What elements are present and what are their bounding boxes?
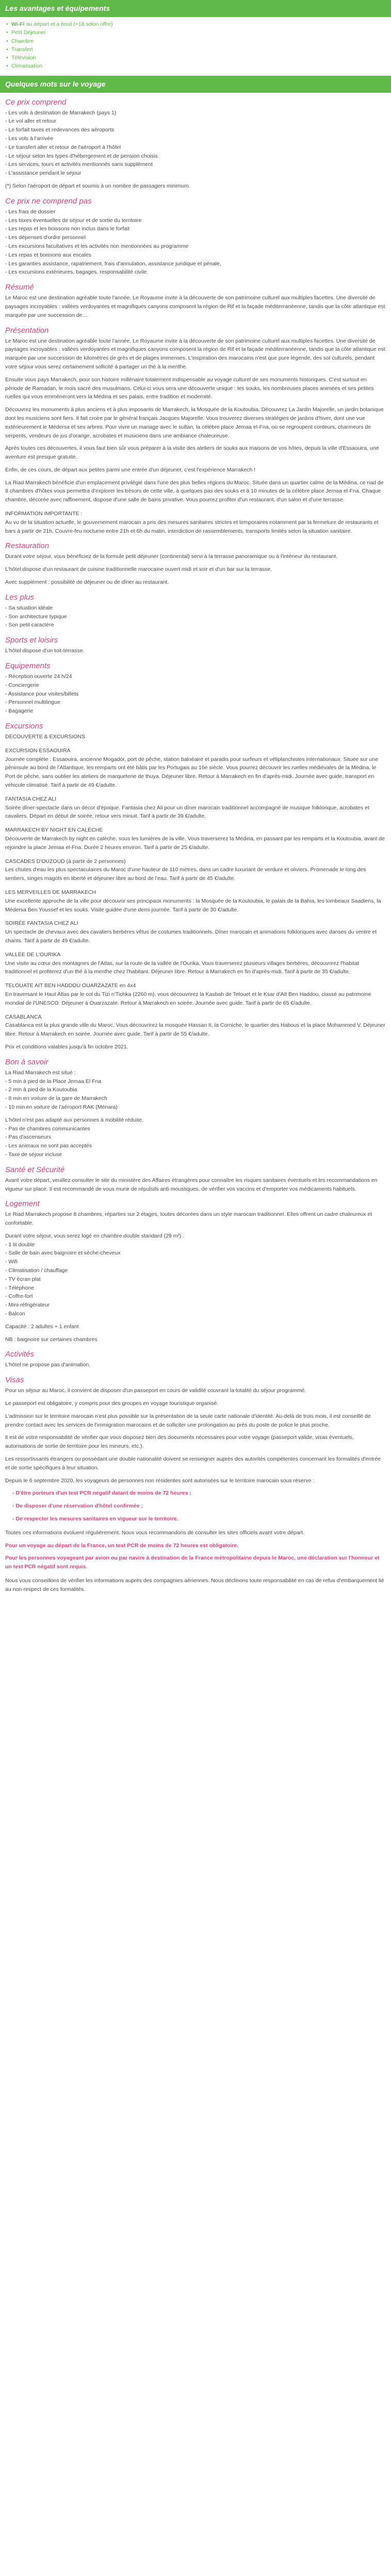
prix-ne-comprend-item: - Les excursions extérieures, bagages, responsabilité civile.: [5, 269, 149, 276]
excursion-description: Une visite au cœur des montagnes de l'Atlas, sur la route de la vallée de l'Ourika. Vous traverserez plusieurs villages berbères, découvrirez l'habitat traditionnel et profiterez d'un thé à la menthe chez l'habitant. Déjeuner libre. Retour à Marrakech en fin d'après-midi. Tarif à partir de 35 €/adulte.: [5, 960, 359, 975]
excursion-heading: SOIRÉE FANTASIA CHEZ ALI: [5, 920, 78, 927]
amenities-list: [0, 17, 391, 76]
amenity-item: [5, 45, 386, 54]
activites-text: L'hôtel ne propose pas d'animation.: [5, 1362, 91, 1368]
presentation-paragraph: Le Maroc est une destination agréable toute l'année. Le Royaume invite à la découverte de son patrimoine culturel aux multiples facettes. Une diversité de paysages incroyables : vallées verdoyantes et magnifiques canyons composent la région de Rif et la façade méditerranéenne, tandis que la côte atlantique est marquée par une succession de kilomètres de grès et de plages immenses. L'inspiration des marocains n'est que pure légende, des sol culturels, pendant votre séjour vous serez certainement sollicité à partager un thé à la menthe.: [5, 337, 385, 370]
section-title-equipements: Equipements: [5, 662, 51, 671]
excursion-heading: CASABLANCA: [5, 1013, 42, 1020]
excursion-description: Découverte de Marrakech by night en calèche, sous les lumières de la ville. Vous traverserez la Médina, en passant par les remparts et la Koutoubia, avant de rejoindre la place Jemaa el-Fna. Durée 2 heures environ. Tarif à partir de 25 €/adulte.: [5, 836, 385, 851]
amenity-item: [5, 54, 386, 62]
bon-savoir-note-3: - Pas d'ascenseurs: [5, 1134, 51, 1141]
amenity-item-label: Chambre: [11, 38, 34, 44]
visas-warning-1: - D'être porteurs d'un test PCR négatif datant de moins de 72 heures ;: [12, 1490, 191, 1497]
section-title-resume: Résumé: [5, 283, 34, 292]
prix-ne-comprend-item: - Les frais de dossier: [5, 208, 56, 215]
logement-item: - Coffre-fort: [5, 1293, 33, 1300]
excursion-heading: MARRAKECH BY NIGHT EN CALÈCHE: [5, 827, 103, 834]
excursion-description: Une excellente approche de la ville pour découvrir ses principaux monuments : la Mosquée de la Koutoubia, le palais de la Bahia, les tombeaux Saadiens, la Médersa Ben Youssef et les souks. Visite guidée d'une demi-journée. Tarif à partir de 30 €/adulte.: [5, 897, 381, 913]
excursion-description: En traversant le Haut Atlas par le col du Tizi n'Tichka (2260 m), vous découvrirez la Kasbah de Telouet et le Ksar d'Aït Ben Haddou, classé au patrimoine mondial de l'UNESCO. Déjeuner à Ouarzazate. Retour à Marrakech en soirée. Journée avec guide. Tarif à partir de 65 €/adulte.: [5, 991, 371, 1006]
section-title-prix-comprend: Ce prix comprend: [5, 97, 67, 107]
visas-text-4: Il est de votre responsabilité de vérifier que vous disposez bien des documents nécessaires pour votre voyage (passeport valide, visas éventuels, autorisations de sortie de territoire pour les mineurs, etc.).: [5, 1434, 354, 1450]
prix-ne-comprend-item: - Les garanties assistance, rapatriement, frais d'annulation, assistance juridique et pénale,: [5, 260, 221, 267]
logement-item: - TV écran plat: [5, 1276, 41, 1282]
logement-item: - Téléphone: [5, 1284, 34, 1291]
logement-note: NB : baignoire sur certaines chambres: [5, 1336, 97, 1343]
logement-item: - Salle de bain avec baignoire et sèche-cheveux: [5, 1250, 121, 1257]
amenity-item-label: Petit Déjeuner: [11, 29, 46, 36]
presentation-paragraph: Après toutes ces découvertes, il vous faut bien sûr vous préparer à la visite des ateliers de souks aux maisons de vos hôtes, depuis la ville d'Essaouira, une aventure est presque gratuite.: [5, 445, 379, 461]
trip-banner: Quelques mots sur le voyage: [0, 76, 391, 93]
bon-savoir-item: - 8 min en voiture de la gare de Marrakech: [5, 1095, 107, 1102]
bon-savoir-note-5: - Taxe de séjour incluse: [5, 1151, 62, 1158]
prix-comprend-note: (*) Selon l'aéroport de départ et soumis à un nombre de passagers minimum.: [5, 182, 190, 189]
section-title-visas: Visas: [5, 1376, 24, 1385]
bon-savoir-note-2: - Pas de chambres communicantes: [5, 1125, 90, 1132]
prix-comprend-item: - Les vols à destination de Marrakech (pays 1): [5, 109, 117, 116]
amenity-item-label: Transfert: [11, 46, 33, 53]
excursion-description: Les chutes d'eau les plus spectaculaires du Maroc d'une hauteur de 110 mètres, dans un cadre luxuriant de verdure et oliviers. Promenade le long des sentiers, singes magots en liberté et déjeuner libre au bord de l'eau. Tarif à partir de 45 €/adulte.: [5, 867, 366, 882]
logement-item: - Balcon: [5, 1311, 25, 1317]
restauration-text-2: L'hôtel dispose d'un restaurant de cuisine traditionnelle marocaine ouvert midi et soir et d'un bar sur la terrasse.: [5, 566, 272, 573]
bon-savoir-item: - 2 min à pied de la Koutoubia: [5, 1087, 77, 1093]
logement-item: - Wifi: [5, 1259, 18, 1265]
prix-comprend-list: [5, 109, 386, 178]
bon-savoir-item: - 5 min à pied de la Place Jemaa El Fna: [5, 1078, 102, 1084]
amenity-item-bold: Wi-Fi: [11, 21, 25, 27]
equipement-item: - Conciergerie: [5, 682, 39, 688]
logement-item: - 1 lit double: [5, 1241, 35, 1248]
prix-ne-comprend-item: - Les taxes éventuelles de séjour et de sortie du territoire: [5, 217, 142, 224]
amenity-item-label: au départ et à bord (+18 selon offre): [24, 21, 113, 27]
amenity-item-label: Télévision: [11, 55, 36, 61]
amenity-item: [5, 62, 386, 70]
logement-text: Le Riad Marrakech propose 8 chambres, réparties sur 2 étages, toutes décorées dans un style marocain traditionnel. Elles offrent un cadre chaleureux et confortable.: [5, 1211, 372, 1227]
bon-savoir-item: - 10 min en voiture de l'aéroport RAK (Ménara): [5, 1104, 118, 1110]
visas-text-7: Toutes ces informations évoluent régulièrement. Nous vous recommandons de consulter les sites officiels avant votre départ.: [5, 1529, 304, 1536]
bon-savoir-note-4: - Les animaux ne sont pas acceptés: [5, 1143, 92, 1149]
amenity-item: [5, 20, 386, 28]
visas-warning-5: Pour les personnes voyageant par avion ou par navire à destination de la France métropolitaine depuis le Maroc, une déclaration sur l'honneur et un test PCR négatif sont requis.: [5, 1555, 380, 1570]
equipement-item: - Bagagerie: [5, 708, 34, 715]
les-plus-item: - Son petit caractère: [5, 622, 54, 629]
prix-comprend-item: - Le vol aller et retour: [5, 118, 57, 125]
resume-text: Le Maroc est une destination agréable toute l'année. Le Royaume invite à la découverte de son patrimoine culturel aux multiples facettes. Une diversité de paysages incroyables : vallées verdoyantes et magnifiques canyons composent la région de Rif et la façade méditerranéenne, tandis que la côte atlantique est marquée par une succession de…: [5, 295, 385, 318]
sports-text: L'hôtel dispose d'un toit-terrasse.: [5, 648, 85, 654]
excursion-heading: TELOUATE AIT BEN HADDOU OUARZAZATE en 4x4: [5, 982, 136, 989]
prix-ne-comprend-item: - Les dépenses d'ordre personnel: [5, 234, 86, 241]
logement-intro: Durant votre séjour, vous serez logé en chambre double standard (29 m²) :: [5, 1232, 185, 1239]
amenity-item: [5, 28, 386, 37]
info-heading: INFORMATION IMPORTANTE :: [5, 511, 83, 517]
visas-text-5: Les ressortissants étrangers ou possédant une double nationalité doivent se renseigner auprès des autorités compétentes concernant les formalités d'entrée et de sortie spécifiques à leur situation.: [5, 1456, 381, 1471]
sante-text: Avant votre départ, veuillez consulter le site du ministère des Affaires étrangères pour connaître les risques sanitaires éventuels et les recommandations en vigueur sur place. Il est recommandé de vous munir de répulsifs anti-moustiques, de vérifier vos vaccins et d'emporter vos médicaments habituels.: [5, 1177, 378, 1192]
prix-ne-comprend-list: [5, 208, 386, 277]
prix-comprend-item: - Les services, tours et activités mentionnés sans supplément: [5, 161, 153, 168]
logement-item: - Mini-réfrigérateur: [5, 1302, 50, 1309]
amenities-banner: Les avantages et équipements: [0, 0, 391, 17]
section-title-excursions: Excursions: [5, 722, 43, 731]
visas-warning-2: - De disposer d'une réservation d'hôtel confirmée ;: [12, 1503, 143, 1510]
bon-savoir-item: La Riad Marrakech est situé :: [5, 1069, 76, 1076]
les-plus-item: - Son architecture typique: [5, 613, 67, 620]
visas-text-2: Le passeport est obligatoire, y compris pour des groupes en voyage touristique organisé.: [5, 1400, 219, 1407]
section-title-presentation: Présentation: [5, 326, 49, 335]
trip-content: [0, 93, 391, 1594]
logement-capacity: Capacité : 2 adultes + 1 enfant: [5, 1323, 79, 1330]
prix-ne-comprend-item: - Les repas et les boissons non inclus dans le forfait: [5, 226, 130, 232]
section-title-restauration: Restauration: [5, 541, 50, 551]
visas-text-3: L'admission sur le territoire marocain n'est plus possible sur la présentation de la seule carte nationale d'identité. Au-delà de trois mois, il est conseillé de prendre contact avec les services de l'immigration marocains et de solliciter une prolongation au près du poste de police le plus proche.: [5, 1413, 371, 1428]
restauration-text-3: Avec supplément : possibilité de déjeuner ou de dîner au restaurant.: [5, 579, 169, 586]
prix-ne-comprend-item: - Les excursions facultatives et les activités non mentionnées au programme: [5, 243, 189, 249]
prix-ne-comprend-item: - Les repas et boissons aux escales: [5, 251, 91, 258]
equipement-item: - Assistance pour visites/billets: [5, 690, 79, 697]
prix-comprend-item: - L'assistance pendant le séjour: [5, 170, 82, 177]
excursion-description: Soirée dîner-spectacle dans un décor d'époque. Fantasia chez Ali pour un dîner marocain traditionnel accompagné de musique folklorique, acrobates et cavaliers. Départ en début de soirée, retour vers minuit. Tarif à partir de 39 €/adulte.: [5, 804, 369, 820]
excursions-list: [5, 747, 386, 1039]
equipement-item: - Réception ouverte 24 h/24: [5, 673, 72, 680]
presentation-extra: La Riad Marrakech bénéficie d'un emplacement privilégié dans l'une des plus belles régions du Maroc. Située dans un quartier calme de la Médina, ce riad de 8 chambres d'hôtes vous permettra d'explorer les trésors de cette ville, à quelques pas des souks et à 10 minutes de la célèbre place Jemaa el-Fna. Chaque chambre, décorée avec raffinement, dispose d'une salle de bains privative. Vous pourrez profiter d'un restaurant, d'un salon et d'une terrasse.: [5, 479, 384, 503]
section-title-logement: Logement: [5, 1199, 40, 1209]
section-title-sports: Sports et loisirs: [5, 636, 58, 645]
excursions-footer: Prix et conditions valables jusqu'à fin octobre 2021.: [5, 1043, 128, 1050]
prix-comprend-item: - Le transfert aller et retour de l'aéroport à l'hôtel: [5, 144, 121, 150]
excursion-heading: LES MERVEILLES DE MARRAKECH: [5, 889, 96, 895]
section-title-les-plus: Les plus: [5, 592, 34, 602]
excursion-description: Casablanca est la plus grande ville du Maroc. Vous découvrirez la mosquée Hassan II, la Corniche, le quartier des Habous et la place Mohammed V. Déjeuner libre. Retour à Marrakech en soirée. Journée avec guide. Tarif à partir de 55 €/adulte.: [5, 1022, 385, 1038]
visas-warning-3: - De respecter les mesures sanitaires en vigueur sur le territoire.: [12, 1516, 178, 1522]
equipements-list: [5, 672, 386, 716]
section-title-prix-ne-comprend: Ce prix ne comprend pas: [5, 196, 92, 206]
visas-text-8: Nous vous conseillons de vérifier les informations auprès des compagnies aériennes. Nous déclinons toute responsabilité en cas de refus d'embarquement lié au non-respect de ces formalités.: [5, 1578, 384, 1592]
logement-item: - Climatisation / chauffage: [5, 1267, 68, 1274]
logement-list: [5, 1241, 386, 1318]
visas-text-6: Depuis le 6 septembre 2020, les voyageurs de personnes non résidentes sont autorisées sur le territoire marocain sous réserve :: [5, 1477, 315, 1484]
section-title-bon-savoir: Bon à savoir: [5, 1057, 48, 1066]
prix-comprend-item: - Le forfait taxes et redevances des aéroports: [5, 127, 115, 133]
excursion-heading: VALLÉE DE L'OURIKA: [5, 951, 61, 958]
excursion-description: Un spectacle de chevaux avec des cavaliers berbères vêtus de costumes traditionnels. Dîner marocain et animations folkloriques avec danses du ventre et chants. Tarif à partir de 49 €/adulte.: [5, 929, 377, 944]
excursion-heading: FANTASIA CHEZ ALI: [5, 795, 57, 802]
section-title-sante: Santé et Sécurité: [5, 1165, 65, 1174]
amenity-item-label: Climatisation: [11, 63, 43, 70]
restauration-text-1: Durant votre séjour, vous bénéficiez de la formule petit déjeuner (continental) servi à la terrasse panoramique ou à l'intérieur du restaurant.: [5, 553, 338, 560]
presentation-paragraph: Enfin, de ces cours, de départ aux petites parmi une entrée d'un déjeuner, c'est l'expérience Marrakech !: [5, 466, 256, 473]
bon-savoir-note-1: L'hôtel n'est pas adapté aux personnes à mobilité réduite.: [5, 1116, 143, 1123]
prix-comprend-item: - Les vols à l'arrivée: [5, 135, 54, 142]
visas-warning-4: Pour un voyage au départ de la France, un test PCR de moins de 72 heures est obligatoire.: [5, 1542, 239, 1549]
amenity-item: [5, 37, 386, 45]
bon-savoir-list: [5, 1069, 386, 1112]
prix-comprend-item: - Le séjour selon les types d'hébergement et de pension choisis: [5, 152, 158, 159]
les-plus-list: [5, 604, 386, 630]
excursion-heading: CASCADES D'OUZOUD (à partir de 2 personnes): [5, 858, 126, 865]
amenities-items: [5, 20, 386, 71]
excursion-description: Journée complète : Essaouira, ancienne Mogador, port de pêche, station balnéaire et paradis pour surfeurs et véliplanchistes internationaux. Située sur une péninsule au bord de l'Atlantique, les remparts ont été bâtis par les Portugais au 16e siècle. Vous pourrez découvrir les ruelles médiévales de la Médina, le Port de pêche, sans oublier les ateliers de marqueterie de thuya. Déjeuner libre. Retour à Marrakech en fin d'après-midi. Journée avec guide, transport en véhicule climatisé. Tarif à partir de 49 €/adulte.: [5, 756, 379, 789]
excursion-heading: EXCURSION ESSAOUIRA: [5, 747, 71, 754]
equipement-item: - Personnel multilingue: [5, 699, 60, 706]
presentation-paragraph: Ensuite vous pays Marrakech, pour son histoire millénaire totalement indispensable au voyage culturel de ses monuments historiques. C'est surtout en période de Ramadan, le mois sacré des musulmans. Celui-ci vous sera une découverte unique : les souks, les nombreuses places animées et ses petites ruelles qui vous emmèneront vers la Médina et ses palais, entre tradition et modernité.: [5, 376, 374, 400]
visas-text-1: Pour un séjour au Maroc, il convient de disposer d'un passeport en cours de validité couvrant la totalité du séjour programmé.: [5, 1387, 306, 1394]
section-title-activites: Activités: [5, 1350, 34, 1359]
info-text: Au vu de la situation actuelle, le gouvernement marocain a pris des mesures sanitaires strictes et temporaires notamment par la fermeture de restaurants et bars à partir de 21h. Couvre-feu nocturne entre 21h et 6h du matin, interdiction de rassemblements, transports limités selon la situation sanitaire.: [5, 519, 379, 534]
presentation-text: [5, 337, 386, 474]
presentation-paragraph: Découvrez les monuments à plus anciens et à plus imposants de Marrakech, la Mosquée de la Koutoubia. Découvrez La Jardin Majorelle, un jardin botanique dont les musiciens sont fiers. Il fait croire par le général français Jacques Majorelle. Vous trouverez diverses stratégies de jardins d'hiver, dont une vue extérieurement le Médersa et ses arbres. Pour vivre un mariage avec le sultan, la célèbre place Jemaa el-Fna, où se regroupent conteurs, charmeurs de serpents, vendeurs de jus d'orange, acrobates et musiciens dans une ambiance chaleureuse.: [5, 406, 384, 439]
les-plus-item: - Sa situation idéale: [5, 604, 53, 611]
excursions-subtitle: DÉCOUVERTE & EXCURSIONS: [5, 734, 86, 740]
